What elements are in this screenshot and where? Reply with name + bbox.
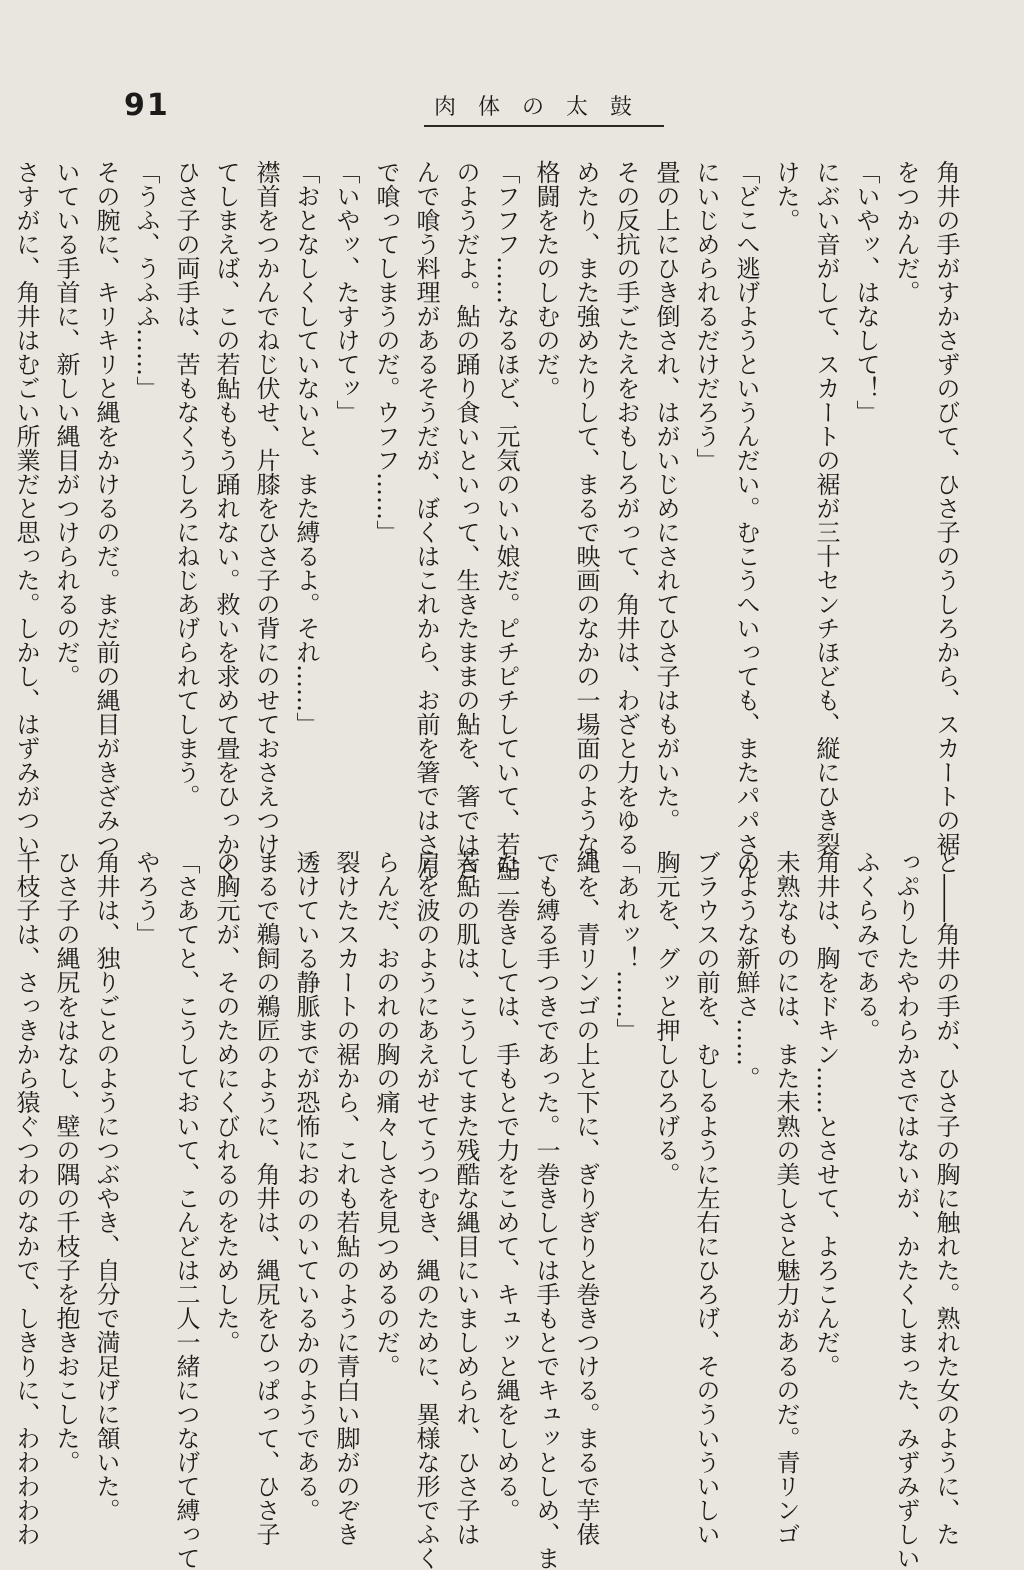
text-line: らんだ、おのれの胸の痛々しさを見つめるのだ。 [372,850,400,1378]
text-line: 「さあてと、こうしておいて、こんどは二人一緒につなげて縛って [172,850,200,1570]
text-line: でも縛る手つきであった。一巻きしては手もとでキュッとしめ、ま [532,850,560,1570]
text-line: ふくらみである。 [852,850,880,1042]
text-line: 「フフフ……なるほど、元気のいい娘だ。ピチピチしていて、若鮎 [492,160,520,880]
page-number: 91 [124,88,170,123]
text-line: ひさ子の両手は、苦もなくうしろにねじあげられてしまう。 [172,160,200,808]
text-line: やろう」 [132,850,160,946]
text-line: にぶい音がして、スカートの裾が三十センチほども、縦にひき裂 [812,160,840,856]
text-line: めたり、また強めたりして、まるで映画のなかの一場面のような、 [572,160,600,880]
text-line: 「いやッ、たすけてッ」 [332,160,360,424]
text-block-lower [12,850,966,1570]
text-line: その腕に、キリキリと縄をかけるのだ。まだ前の縄目がきざみつ [92,160,120,856]
text-line: ブラウスの前を、むしるように左右にひろげ、そのういういしい [692,850,720,1546]
text-line: で喰ってしまうのだ。ウフフ……」 [372,160,400,544]
text-line: 「うふ、うふふ……」 [132,160,160,400]
text-line: その反抗の手ごたえをおもしろがって、角井は、わざと力をゆる [612,160,640,856]
text-line: にいじめられるだけだろう」 [692,160,720,472]
text-line: 胸元を、グッと押しひろげる。 [652,850,680,1186]
text-line: いている手首に、新しい縄目がつけられるのだ。 [52,160,80,688]
text-line: た二巻きしては、手もとで力をこめて、キュッと縄をしめる。 [492,850,520,1522]
text-line: をつかんだ。 [892,160,920,304]
text-line: 「いやッ、はなして！」 [852,160,880,424]
text-line: 肩を波のようにあえがせてうつむき、縄のために、異様な形でふく [412,850,440,1570]
text-line: 角井は、独りごとのようにつぶやき、自分で満足げに頷いた。 [92,850,120,1522]
text-line: 角井の手がすかさずのびて、ひさ子のうしろから、スカートの裾 [932,160,960,856]
text-line: 畳の上にひき倒され、はがいじめにされてひさ子はもがいた。 [652,160,680,832]
text-line: 「どこへ逃げようというんだい。むこうへいっても、またパパさん [732,160,760,880]
text-line: 格闘をたのしむのだ。 [532,160,560,400]
text-line: のような新鮮さ……。 [732,850,760,1090]
text-line: 縄を、青リンゴの上と下に、ぎりぎりと巻きつける。まるで芋俵 [572,850,600,1546]
text-line: 「おとなしくしていないと、また縛るよ。それ……」 [292,160,320,736]
text-line: さすがに、角井はむごい所業だと思った。しかし、はずみがつい [12,160,40,856]
text-line: 「あれッ！……」 [612,850,640,1042]
text-line: ひさ子の縄尻をはなし、壁の隅の千枝子を抱きおこした。 [52,850,80,1474]
text-line: んで喰う料理があるそうだが、ぼくはこれから、お前を箸ではさん [412,160,440,880]
text-line: のようだよ。鮎の踊り食いといって、生きたままの鮎を、箸ではさ [452,160,480,880]
text-line [0,850,6,1512]
text-line: 若鮎の肌は、こうしてまた残酷な縄目にいましめられ、ひさ子は [452,850,480,1546]
running-title: 肉体の太鼓 [424,90,664,127]
text-line: と――角井の手が、ひさ子の胸に触れた。熟れた女のように、た [932,850,960,1546]
text-line: 千枝子は、さっきから猿ぐつわのなかで、しきりに、わわわわわ [12,850,40,1546]
text-line: の胸元が、そのためにくびれるのをためした。 [212,850,240,1354]
text-line: まるで鵜飼の鵜匠のように、角井は、縄尻をひっぱって、ひさ子 [252,850,280,1546]
text-line: てしまえば、この若鮎ももう踊れない。救いを求めて畳をひっかく [212,160,240,880]
text-line: けた。 [772,160,800,232]
text-line: 未熟なものには、また未熟の美しさと魅力があるのだ。青リンゴ [772,850,800,1546]
text-line: 襟首をつかんでねじ伏せ、片膝をひさ子の背にのせておさえつけ [252,160,280,856]
text-line: 裂けたスカートの裾から、これも若鮎のように青白い脚がのぞき [332,850,360,1546]
text-line: 角井は、胸をドキン……とさせて、よろこんだ。 [812,850,840,1378]
text-line: 透けている静脈までが恐怖におののいているかのようである。 [292,850,320,1522]
text-line: っぷりしたやわらかさではないが、かたくしまった、みずみずしい [892,850,920,1570]
text-block-upper [12,160,966,880]
